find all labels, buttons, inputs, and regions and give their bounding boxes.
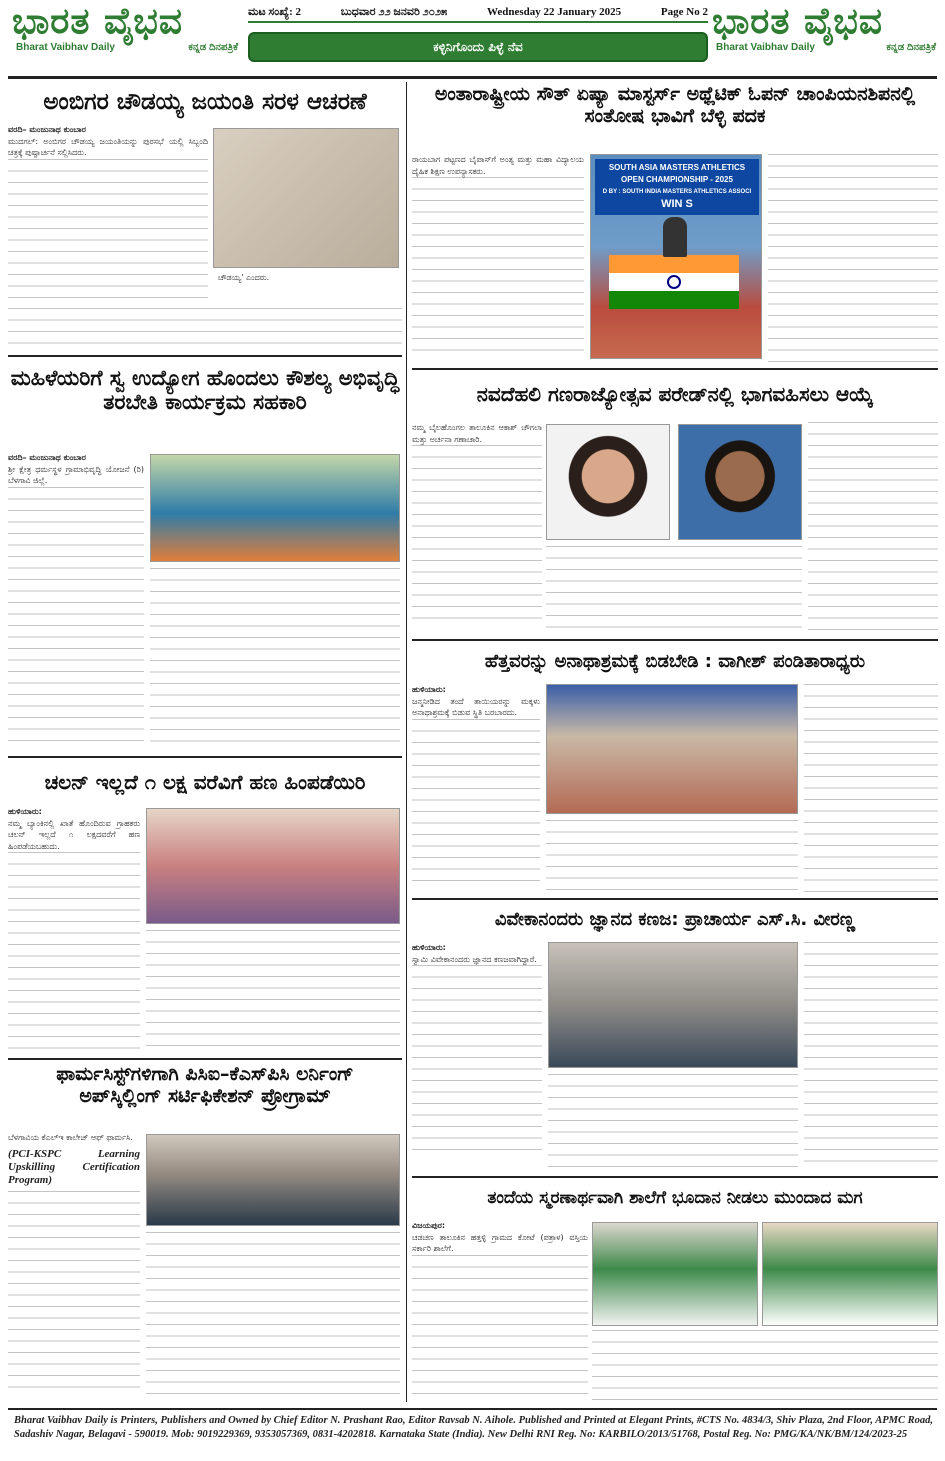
section-rule <box>412 368 938 370</box>
article-vivekananda <box>412 902 938 1172</box>
article-lead: ಜನ್ಮನೀಡಿದ ತಂದೆ ತಾಯಿಯರನ್ನು ಮಕ್ಕಳು ಅನಾಥಾಶ್ರಮಕ್ಕೆ ಬಿಡುವ ಸ್ಥಿತಿ ಬರಬಾರದು. <box>412 696 540 717</box>
article-headline: ವಿವೇಕಾನಂದರು ಜ್ಞಾನದ ಕಣಜ: ಪ್ರಾಚಾರ್ಯ ಎಸ್.ಸಿ. ವೀರಣ್ಣ <box>494 909 856 930</box>
program-name: (PCI-KSPC Learning Upskilling Certification Program) <box>8 1147 140 1186</box>
article-land-donation <box>412 1180 938 1404</box>
banner-line-1: SOUTH ASIA MASTERS ATHLETICS <box>608 163 746 172</box>
page-number: Page No 2 <box>660 6 708 18</box>
article-ambigara <box>8 84 402 352</box>
article-body-left <box>412 1220 588 1404</box>
article-headline: ಫಾರ್ಮಸಿಸ್ಟ್‌ಗಳಿಗಾಗಿ ಪಿಸಿಐ–ಕೆಎಸ್‌ಪಿಸಿ ಲರ್ನಿಂಗ್ ಅಪ್‌ಸ್ಕಿಲ್ಲಿಂಗ್ ಸರ್ಟಿಫಿಕೇಶನ್ ಪ್ರೋಗ್ರಾಮ್ <box>56 1063 354 1107</box>
article-body-middle <box>546 546 802 634</box>
photo-boy-portrait <box>678 424 802 540</box>
article-body-middle <box>548 1074 798 1172</box>
masthead-divider <box>8 76 937 79</box>
article-quote: ಚೌಡಯ್ಯ' ಎಂದರು. <box>218 273 270 282</box>
section-rule <box>412 1176 938 1178</box>
article-dateline: ಹುಳಿಯಾರು: <box>412 685 446 694</box>
athlete-figure <box>663 217 687 257</box>
article-body-left <box>412 684 540 894</box>
masthead-english-right: Bharat Vaibhav Daily <box>716 42 815 53</box>
article-body-right <box>768 154 938 364</box>
header-center <box>248 4 708 64</box>
flag-green <box>609 291 739 309</box>
section-rule <box>8 1058 402 1060</box>
article-santosh <box>412 84 938 364</box>
flag-chakra-icon <box>667 275 681 289</box>
article-lead: ಬೆಳಗಾವಿಯ ಕೆಎಲ್‌ಇ ಕಾಲೇಜ್ ಆಫ್ ಫಾರ್ಮಸಿ. <box>8 1133 133 1142</box>
article-lead: ರಾಯಬಾಗ ಪಟ್ಟಣದ ಬೈಪಾಸ್‌ಗೆ ಅಂತ್ಯ ಮತ್ತು ಮಹಾ ವಿದ್ಯಾಲಯ ದೈಹಿಕ ಶಿಕ್ಷಣ ಉಪನ್ಯಾಸಕರು. <box>412 155 584 176</box>
article-body-lower <box>8 308 402 352</box>
article-headline: ಹೆತ್ತವರನ್ನು ಅನಾಥಾಶ್ರಮಕ್ಕೆ ಬಿಡಬೇಡಿ : ವಾಗೀಶ್ ಪಂಡಿತಾರಾಧ್ಯರು <box>484 651 866 672</box>
article-body-right <box>150 568 400 750</box>
article-dateline: ಹುಳಿಯಾರು: <box>412 943 446 952</box>
section-rule <box>412 639 938 641</box>
masthead-title: ಭಾರತ ವೈಭವ <box>12 1 183 42</box>
article-lead: ಚಡಚಣ ತಾಲೂಕಿನ ಹತ್ತಳ್ಳಿ ಗ್ರಾಮದ ಕೋಟೆ (ಪತ್ರಾಳ) ವಸ್ತಿಯ ಸರ್ಕಾರಿ ಶಾಲೆಗೆ. <box>412 1232 588 1253</box>
masthead-right <box>712 2 940 66</box>
masthead-kannada-tag-right: ಕನ್ನಡ ದಿನಪತ್ರಿಕೆ <box>886 42 936 53</box>
article-photo-donation-left <box>592 1222 758 1326</box>
footer-imprint <box>14 1414 934 1448</box>
article-body-right <box>804 942 938 1172</box>
article-body-left <box>412 422 542 634</box>
tagline-bar <box>248 32 708 62</box>
article-body-bottom <box>592 1330 938 1404</box>
masthead-english: Bharat Vaibhav Daily <box>16 42 115 53</box>
article-photo-event <box>546 684 798 814</box>
article-dateline: ವಿಜಯಪುರ: <box>412 1221 446 1230</box>
section-rule <box>8 355 402 357</box>
article-body <box>8 124 208 304</box>
banner-line-3: D BY : SOUTH INDIA MASTERS ATHLETICS ASSOCI <box>602 189 752 195</box>
article-headline: ಅಂಬಿಗರ ಚೌಡಯ್ಯ ಜಯಂತಿ ಸರಳ ಆಚರಣೆ <box>43 89 367 115</box>
article-lead: ನಮ್ಮ ಬ್ಯಾಂಕಿನಲ್ಲಿ ಖಾತೆ ಹೊಂದಿರುವ ಗ್ರಾಹಕರು ಚಲನ್ ಇಲ್ಲದೆ ೧ ಲಕ್ಷದವರೆಗೆ ಹಣ ಹಿಂಪಡೆಯಬಹುದು. <box>8 818 140 851</box>
article-dateline: ಹುಳಿಯಾರು: <box>8 807 42 816</box>
article-lead: ಶ್ರೀ ಕ್ಷೇತ್ರ ಧರ್ಮಸ್ಥಳ ಗ್ರಾಮಾಭಿವೃದ್ಧಿ ಯೋಜನೆ (ರಿ) ಬೆಳಗಾವಿ ಜಿಲ್ಲೆ. <box>8 464 144 485</box>
article-body-right <box>808 422 938 634</box>
footer-rule <box>8 1408 937 1410</box>
masthead-title-right: ಭಾರತ ವೈಭವ <box>712 1 883 42</box>
article-headline: ತಂದೆಯ ಸ್ಮರಣಾರ್ಥವಾಗಿ ಶಾಲೆಗೆ ಭೂದಾನ ನೀಡಲು ಮುಂದಾದ ಮಗ <box>487 1188 863 1208</box>
article-headline: ಅಂತಾರಾಷ್ಟ್ರೀಯ ಸೌತ್ ಏಷ್ಯಾ ಮಾಸ್ಟರ್ಸ್ ಅಥ್ಲೆಟಿಕ್ ಓಪನ್ ಚಾಂಪಿಯನಶಿಪನಲ್ಲಿ ಸಂತೋಷ ಭಾವಿಗೆ ಬೆಳ್ಳಿ ಪದಕ <box>434 83 916 127</box>
banner-line-2: OPEN CHAMPIONSHIP - 2025 <box>621 175 733 184</box>
article-photo-athlete <box>590 154 762 359</box>
header-rule <box>248 21 708 23</box>
masthead-left <box>12 2 242 66</box>
article-body-right <box>146 930 400 1052</box>
article-body-middle <box>546 820 798 894</box>
photo-girl-portrait <box>546 424 670 540</box>
issue-number: ಮಟ ಸಂಖ್ಯೆ: 2 <box>248 5 301 18</box>
article-bank <box>8 762 402 1054</box>
article-headline: ನವದೆಹಲಿ ಗಣರಾಜ್ಯೋತ್ಸವ ಪರೇಡ್‌ನಲ್ಲಿ ಭಾಗವಹಿಸಲು ಆಯ್ಕೆ <box>476 382 874 406</box>
article-body-left <box>8 452 144 752</box>
article-women-skill <box>8 360 402 752</box>
article-photo <box>213 128 399 268</box>
article-photo-program <box>146 1134 400 1226</box>
article-lead: ಸ್ವಾಮಿ ವಿವೇಕಾನಂದರು ಜ್ಞಾನದ ಕಣಜವಾಗಿದ್ದಾರೆ. <box>412 954 537 964</box>
footer-line-2: Sadashiv Nagar, Belagavi - 590019. Mob: 9019229369, 9353057369, 0831-4202818. Karnataka State (India). New Delhi RNI Reg. No: KARBILO/2013/51768, Postal Reg. No: PMG/KA/NK/BM/124/2023-25 <box>14 1429 908 1440</box>
article-pharmacy <box>8 1064 402 1404</box>
masthead-kannada-tag: ಕನ್ನಡ ದಿನಪತ್ರಿಕೆ <box>188 42 238 53</box>
kannada-date: ಬುಧವಾರ ೨೨ ಜನವರಿ ೨೦೨೫ <box>340 5 448 18</box>
article-body-right <box>146 1232 400 1404</box>
article-headline: ಚಲನ್ ಇಲ್ಲದೆ ೧ ಲಕ್ಷ ವರೆವಿಗೆ ಹಣ ಹಿಂಪಡೆಯಿರಿ <box>44 770 366 794</box>
article-photo-group <box>150 454 400 562</box>
article-photo-college <box>548 942 798 1068</box>
article-body-left <box>412 942 542 1172</box>
flag-saffron <box>609 255 739 273</box>
article-lead: ಮುದಗಲ್: ಅಂಬಿಗರ ಚೌಡಯ್ಯ ಜಯಂತಿಯನ್ನು ಪುರಸಭೆ ಯಲ್ಲಿ ಸಿಬ್ಬಂದಿ ಚಿತ್ರಕ್ಕೆ ಪುಷ್ಪಾರ್ಚನೆ ಸಲ್ಲಿಸಿದರು. <box>8 136 208 157</box>
column-divider <box>406 82 407 1402</box>
article-photo-donation-right <box>762 1222 938 1326</box>
footer-line-1: Bharat Vaibhav Daily is Printers, Publishers and Owned by Chief Editor N. Prashant Rao, Editor Ravsab N. Aihole. Published and Printed at Elegant Prints, #CTS No. 4834/3, Shiv Plaza, 2nd Floor, APMC Road, <box>14 1415 933 1426</box>
english-date: Wednesday 22 January 2025 <box>486 6 622 18</box>
championship-banner <box>595 159 759 215</box>
banner-line-4: WIN S <box>661 198 693 210</box>
section-rule <box>8 756 402 758</box>
article-body-left <box>412 154 584 364</box>
article-dateline: ವರದಿ– ಮಂಜುನಾಥ ಕುಂಬಾರ <box>8 125 86 134</box>
article-headline: ಮಹಿಳೆಯರಿಗೆ ಸ್ವ ಉದ್ಯೋಗ ಹೊಂದಲು ಕೌಶಲ್ಯ ಅಭಿವೃದ್ಧಿ ತರಬೇತಿ ಕಾರ್ಯಕ್ರಮ ಸಹಕಾರಿ <box>10 366 400 415</box>
article-body-right <box>804 684 938 894</box>
article-photo-meeting <box>146 808 400 924</box>
article-parents <box>412 644 938 894</box>
article-body-left <box>8 806 140 1052</box>
tagline-text: ಕಳ್ಳಿನಿಗೊಂದು ಪಿಳ್ಳೆ ನೆವ <box>433 40 523 54</box>
section-rule <box>412 898 938 900</box>
article-parade <box>412 374 938 636</box>
article-body-left <box>8 1132 140 1404</box>
article-lead: ನಮ್ಮ ಬೈಲಹೊಂಗಲ ತಾಲೂಕಿನ ಆಕಾಶ್ ಚೌಗಲಾ ಮತ್ತು ಅರ್ಚನಾ ಗಣಾಚಾರಿ. <box>412 423 542 444</box>
article-dateline: ವರದಿ– ಮಂಜುನಾಥ ಕುಂಬಾರ <box>8 453 86 462</box>
